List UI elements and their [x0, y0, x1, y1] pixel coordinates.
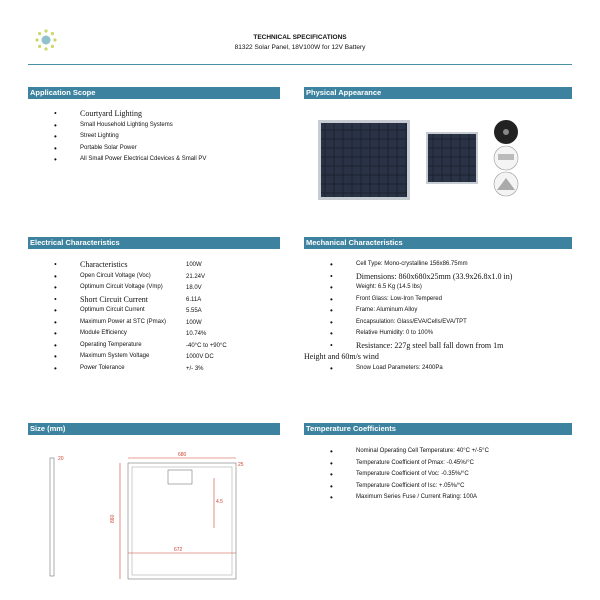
list-item: • Portable Solar Power — [54, 143, 206, 155]
junction-box — [168, 470, 192, 484]
list-item: • Resistance: 227g steel ball fall down from 1m — [330, 340, 512, 352]
header-divider — [28, 64, 572, 65]
list-item: • Street Lighting — [54, 131, 206, 143]
table-row-label: • Power Tolerance — [54, 363, 166, 375]
application-scope-list — [54, 108, 206, 166]
page-title: TECHNICAL SPECIFICATIONS — [253, 34, 347, 41]
table-row-value: 1000V DC — [186, 354, 214, 360]
table-row-value: 21.24V — [186, 273, 206, 280]
table-row-label: • Short Circuit Current — [54, 294, 166, 306]
section-header-temperature: Temperature Coefficients — [304, 423, 572, 435]
list-item: • Small Household Lighting Systems — [54, 120, 206, 132]
table-row-value: 6.11A — [186, 296, 202, 303]
section-header-mechanical: Mechanical Characteristics — [304, 237, 572, 249]
list-item: • Weight: 6.5 Kg (14.5 lbs) — [330, 282, 512, 294]
section-header-application-scope: Application Scope — [28, 87, 280, 99]
solar-panel-photos — [316, 112, 526, 207]
front-frame — [128, 463, 236, 579]
table-row-value: 10.74% — [186, 331, 207, 337]
dim-top: 680 — [178, 452, 187, 458]
table-row-label: • Characteristics — [54, 259, 166, 271]
list-item: • Frame: Aluminum Alloy — [330, 305, 512, 317]
table-row-value: 100W — [186, 262, 202, 268]
section-header-physical-appearance: Physical Appearance — [304, 87, 572, 99]
table-row-label: • Module Efficiency — [54, 328, 166, 340]
table-row-value: 18.0V — [186, 285, 202, 291]
dim-height: 860 — [110, 514, 116, 523]
side-profile — [50, 458, 54, 576]
table-row-value: 5.55A — [186, 308, 202, 314]
size-drawing — [28, 448, 280, 583]
list-item: • Dimensions: 860x680x25mm (33.9x26.8x1.0 in) — [330, 271, 512, 283]
list-item: • Temperature Coefficient of Voc: -0.35%/°C — [330, 469, 489, 481]
table-row-value: 100W — [186, 319, 202, 326]
dim-side: 20 — [58, 456, 64, 462]
list-item: • Front Glass: Low-Iron Tempered — [330, 294, 512, 306]
mechanical-list — [304, 259, 513, 374]
dim-hole: 4.5 — [216, 499, 223, 505]
list-item: • Snow Load Parameters: 2400Pa — [330, 363, 512, 375]
list-item: • Maximum Series Fuse / Current Rating: 100A — [330, 492, 489, 504]
list-item: • All Small Power Electrical Cdevices & Small PV — [54, 154, 206, 166]
table-row-label: • Optimum Circuit Voltage (Vmp) — [54, 282, 166, 294]
temperature-list — [330, 446, 489, 504]
list-item: • Encapsulation: Glass/EVA/Cells/EVA/TPT — [330, 317, 512, 329]
list-item: • Cell Type: Mono-crystalline 156x86.75mm — [330, 259, 512, 271]
table-row-label: • Operating Temperature — [54, 340, 166, 352]
table-row-label: • Optimum Circuit Current — [54, 305, 166, 317]
list-item: • Nominal Operating Cell Temperature: 40°C +/-5°C — [330, 446, 489, 458]
section-header-electrical: Electrical Characteristics — [28, 237, 280, 249]
dim-right: 25 — [238, 462, 244, 468]
list-item: • Relative Humidity: 0 to 100% — [330, 328, 512, 340]
table-row-value: -40°C to +90°C — [186, 342, 227, 349]
list-item: • Temperature Coefficient of Isc: +.05%/°C — [330, 481, 489, 493]
dim-bottom: 672 — [174, 547, 183, 553]
list-item: • Temperature Coefficient of Pmax: -0.45%/°C — [330, 458, 489, 470]
panel-detail-circles — [494, 120, 518, 196]
page-subtitle: 81322 Solar Panel, 18V100W for 12V Battery — [234, 44, 366, 51]
table-row-value: +/- 3% — [186, 365, 204, 372]
table-row-label: • Maximum Power at STC (Pmax) — [54, 317, 166, 329]
list-item-continuation: Height and 60m/s wind — [304, 352, 379, 361]
list-item: • Courtyard Lighting — [54, 108, 206, 120]
table-row-label: • Open Circuit Voltage (Voc) — [54, 271, 166, 283]
table-row-label: • Maximum System Voltage — [54, 351, 166, 363]
section-header-size: Size (mm) — [28, 423, 280, 435]
